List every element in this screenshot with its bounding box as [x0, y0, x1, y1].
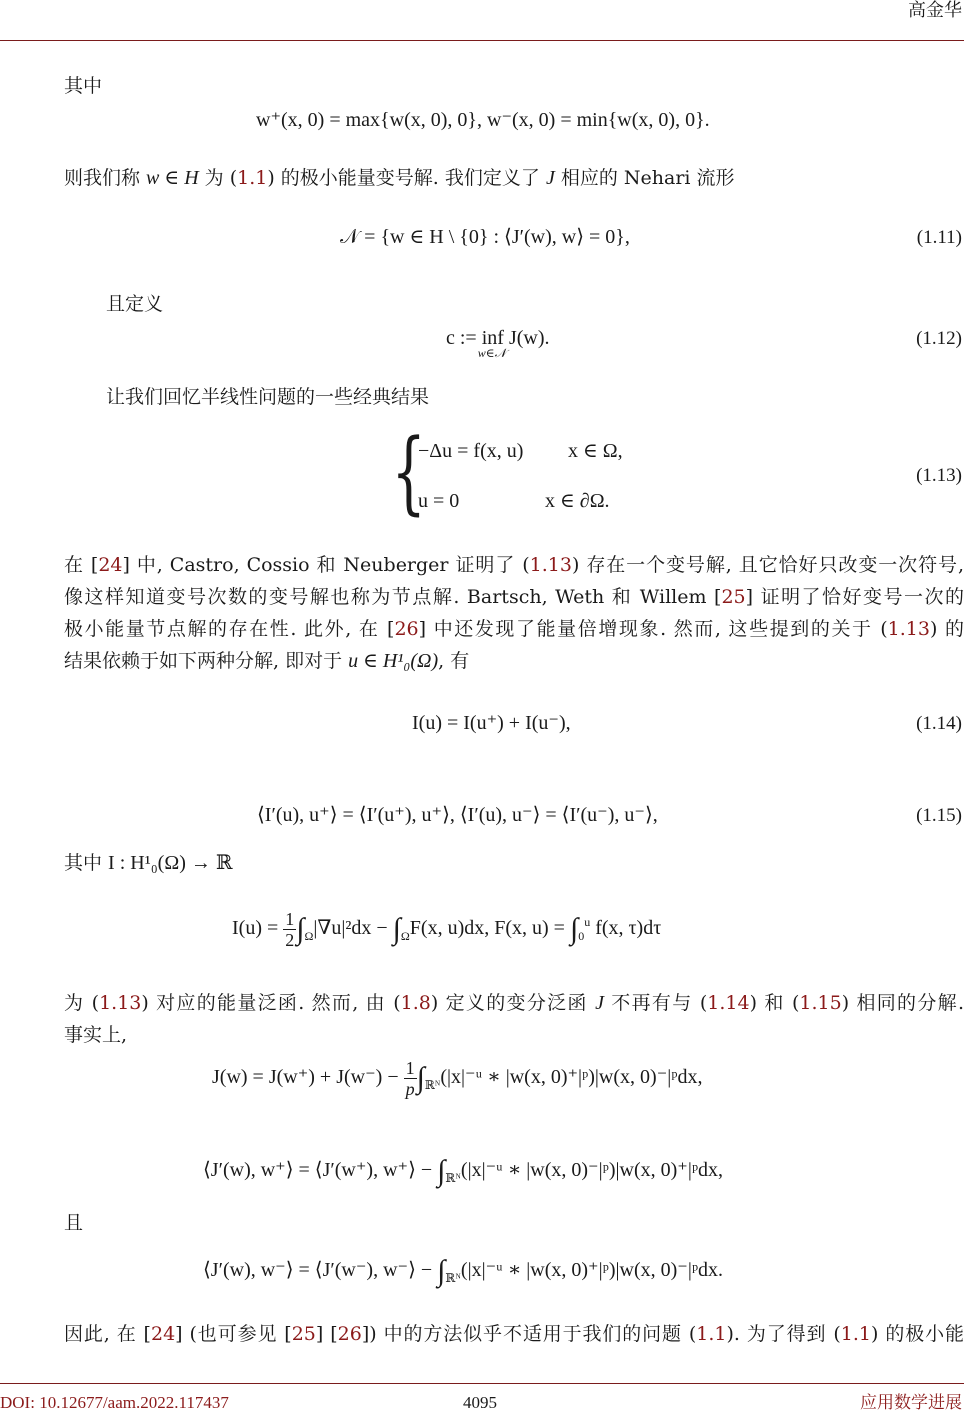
- inf-label: inf: [481, 327, 504, 349]
- fraction: $\frac{1}{p}$: [405, 1057, 415, 1099]
- math-inline: I : H¹₀(Ω) → ℝ: [108, 852, 233, 874]
- equation-ref-link[interactable]: 1.13: [529, 554, 572, 576]
- equation-ref-link[interactable]: 1.1: [840, 1323, 871, 1345]
- equation-1-15: ⟨I′(u), u⁺⟩ = ⟨I′(u⁺), u⁺⟩, ⟨I′(u), u⁻⟩ = ⟨I′(u⁻), u⁻⟩,: [257, 804, 658, 826]
- equation-w-plus-minus: w⁺(x, 0) = max{w(x, 0), 0}, w⁻(x, 0) = min{w(x, 0), 0}.: [256, 109, 710, 131]
- system-line-2-lhs: u = 0: [418, 490, 460, 512]
- header-rule: [0, 40, 964, 41]
- text: 则我们称: [64, 167, 147, 189]
- paragraph-functional-I: 其中 I : H¹₀(Ω) → ℝ: [64, 852, 233, 874]
- equation-number: (1.11): [916, 227, 962, 248]
- paragraph-line: 在 [24] 中, Castro, Cossio 和 Neuberger 证明了 (1.13) 存在一个变号解, 且它恰好只改变一次符号,: [64, 554, 964, 576]
- integral-sign: ∫: [437, 1154, 446, 1188]
- footer-journal-link[interactable]: 应用数学进展: [860, 1393, 962, 1412]
- citation-link[interactable]: 24: [150, 1323, 176, 1345]
- footer-doi-link[interactable]: DOI: 10.12677/aam.2022.117437: [0, 1393, 229, 1412]
- equation-Jprime-w-plus: ⟨J′(w), w⁺⟩ = ⟨J′(w⁺), w⁺⟩ − $\int_{ℝᴺ}(|x|^-ᵘ$ ∗ |w(x, 0)⁻|ᵖ)|w(x, 0)⁺|ᵖdx,: [203, 1154, 724, 1188]
- math-inline: J: [595, 992, 604, 1014]
- equation-1-14: I(u) = I(u⁺) + I(u⁻),: [412, 712, 571, 734]
- integral-sign: ∫: [437, 1254, 446, 1288]
- paragraph-line: 结果依赖于如下两种分解, 即对于 u ∈ H¹₀(Ω), 有: [64, 650, 470, 672]
- equation-Jprime-w-minus: ⟨J′(w), w⁻⟩ = ⟨J′(w⁻), w⁻⟩ − $\int_{ℝᴺ}(|x|^-ᵘ$ ∗ |w(x, 0)⁺|ᵖ)|w(x, 0)⁻|ᵖdx.: [203, 1254, 724, 1288]
- paragraph-conclusion: [64, 1318, 964, 1350]
- equation-number: (1.14): [916, 713, 962, 734]
- citation-link[interactable]: 26: [337, 1323, 362, 1345]
- paragraph-line: 因此, 在 [24] (也可参见 [25] [26]) 中的方法似乎不适用于我们的问题 (1.1). 为了得到 (1.1) 的极小能: [64, 1323, 964, 1345]
- system-line-1-rhs: x ∈ Ω,: [568, 440, 623, 462]
- equation-1-12: [446, 327, 550, 360]
- equation-1-11: 𝒩 = {w ∈ H \ {0} : ⟨J′(w), w⟩ = 0},: [340, 226, 630, 248]
- math-inline: w ∈ H: [146, 167, 199, 189]
- text: ) 的极小能量变号解. 我们定义了: [267, 167, 546, 189]
- integral-sign: ∫: [416, 1061, 425, 1095]
- equation-ref-link[interactable]: 1.13: [887, 618, 930, 640]
- integral-domain: Ω: [304, 929, 314, 943]
- footer-rule: [0, 1383, 964, 1384]
- paragraph-line: 事实上,: [64, 1024, 128, 1046]
- paragraph-nehari-intro: [64, 168, 735, 188]
- equation-ref-link[interactable]: 1.1: [237, 167, 268, 189]
- math-inline: u ∈ H¹₀(Ω): [348, 650, 439, 672]
- equation-ref-link[interactable]: 1.8: [400, 992, 431, 1014]
- math-rhs: J(w).: [503, 327, 550, 349]
- math-inline: J: [545, 167, 555, 189]
- citation-link[interactable]: 24: [98, 554, 123, 576]
- integral-lower-limit: 0: [578, 929, 585, 943]
- integral-domain: ℝᴺ: [445, 1271, 461, 1285]
- equation-ref-link[interactable]: 1.1: [696, 1323, 727, 1345]
- citation-link[interactable]: 25: [291, 1323, 316, 1345]
- footer-page-number: 4095: [463, 1393, 497, 1412]
- system-line-1-lhs: −Δu = f(x, u): [418, 440, 524, 462]
- integral-domain: ℝᴺ: [424, 1078, 441, 1092]
- inf-subscript: w∈𝒩: [477, 346, 507, 360]
- paragraph-nodal-solutions: [64, 549, 964, 677]
- integral-sign: ∫: [296, 912, 305, 946]
- text: 为 (: [198, 167, 238, 189]
- paragraph-qiedingyi: 且定义: [106, 293, 164, 315]
- integral-sign: ∫: [392, 912, 401, 946]
- integral-upper-limit: u: [584, 915, 591, 929]
- equation-ref-link[interactable]: 1.15: [799, 992, 842, 1014]
- equation-ref-link[interactable]: 1.13: [99, 992, 142, 1014]
- paragraph-line: 像这样知道变号次数的变号解也称为节点解. Bartsch, Weth 和 Willem [25] 证明了恰好变号一次的: [64, 586, 964, 608]
- left-brace: {: [391, 420, 426, 525]
- math-lhs: c :=: [446, 327, 482, 349]
- paragraph-recall: 让我们回忆半线性问题的一些经典结果: [106, 386, 430, 408]
- text: 相应的 Nehari 流形: [554, 167, 735, 189]
- equation-ref-link[interactable]: 1.14: [707, 992, 750, 1014]
- running-header-author: 高金华: [908, 0, 962, 21]
- fraction: $\frac{1}{2}$: [285, 908, 295, 950]
- citation-link[interactable]: 25: [721, 586, 746, 608]
- infimum-operator: [477, 327, 507, 360]
- paragraph-energy-functional: [64, 987, 964, 1051]
- equation-number: (1.13): [916, 465, 962, 486]
- equation-J-decomposition: J(w) = J(w⁺) + J(w⁻) − $\frac{1}{p}$ $\int_{ℝᴺ}(|x|^-ᵘ$ ∗ |w(x, 0)⁺|ᵖ)|w(x, 0)⁻|ᵖdx,: [212, 1057, 703, 1099]
- equation-number: (1.12): [916, 328, 962, 349]
- paragraph-line: 极小能量节点解的存在性. 此外, 在 [26] 中还发现了能量倍增现象. 然而, 这些提到的关于 (1.13) 的: [64, 618, 964, 640]
- integral-domain: Ω: [400, 929, 410, 943]
- paragraph-qie: 且: [64, 1212, 84, 1234]
- integral-domain: ℝᴺ: [445, 1171, 461, 1185]
- paragraph-qizhong: 其中: [64, 75, 103, 97]
- citation-link[interactable]: 26: [394, 618, 419, 640]
- system-line-2-rhs: x ∈ ∂Ω.: [545, 490, 610, 512]
- equation-number: (1.15): [916, 805, 962, 826]
- integral-sign: ∫: [569, 912, 579, 946]
- paragraph-line: 为 (1.13) 对应的能量泛函. 然而, 由 (1.8) 定义的变分泛函 J 不再有与 (1.14) 和 (1.15) 相同的分解.: [64, 992, 964, 1014]
- equation-energy-functional: I(u) = $\frac{1}{2}$ $\int_\Omega|\nabla u|^2dx - \int_\Omega F(x$, u)dx, F(x, $u) = \int_0^u$ f(x, τ)dτ: [232, 908, 662, 950]
